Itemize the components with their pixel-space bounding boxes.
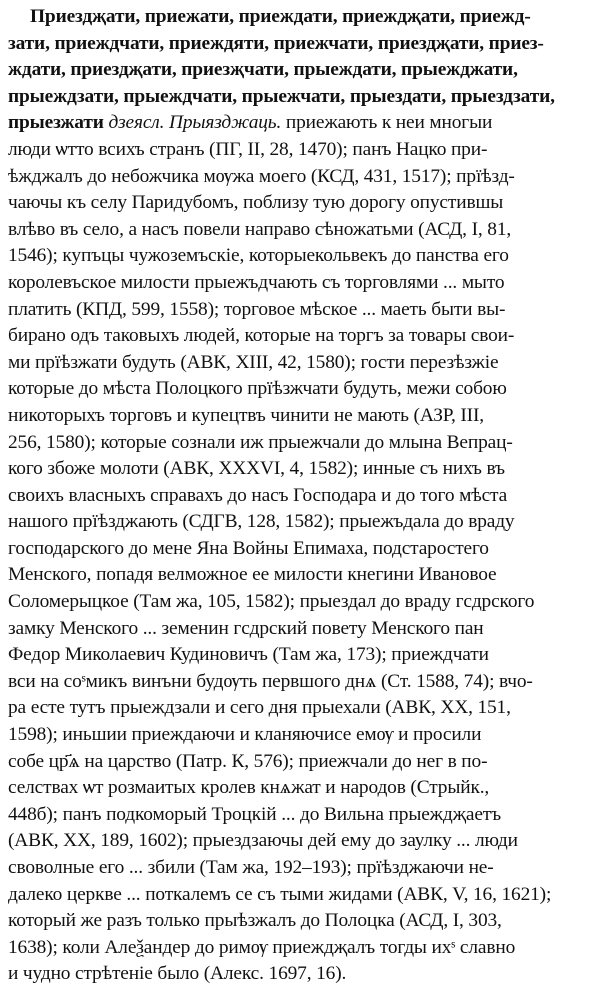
first-citation-start: приежають к неи многыи (285, 112, 493, 134)
body-line: люди ѡтто всихъ странъ (ПГ, II, 28, 1470); панъ Нацко при- (8, 138, 488, 160)
headword-line-2: зати, приеждчати, приеждяти, приежчати, приездҗати, приез- (8, 32, 544, 54)
body-line: 448б); панъ подкоморый Троцкій ... до Вильна прыеждҗаетъ (8, 803, 501, 825)
body-line: собе цр҃ѧ на царство (Патр. К, 576); приежчали до нег в по- (8, 750, 488, 772)
body-line: вси на соˢмикъ винъни будѹть первшого днѧ (Ст. 1588, 74); вчо- (8, 670, 533, 692)
body-line: 1638); коли Алеѯандер до римѹ приеждҗалъ тогды ихˢ славно (8, 936, 516, 958)
headword-line-3: ждати, приездҗати, приезҗчати, прыеждати, прыежджати, (8, 59, 518, 81)
dictionary-page (8, 4, 590, 985)
body-line: влѣво въ село, а насъ повели направо сѣножатьми (АСД, I, 81, (8, 218, 512, 240)
part-of-speech: дзеясл. (108, 112, 165, 134)
body-line: Федор Миколаевич Кудиновичъ (Там жа, 173); приеждчати (8, 644, 489, 666)
headword-line-1: Приездҗати, приежати, приеждати, приеждҗати, приежд- (30, 6, 531, 27)
body-line: селствах ѡт розмаитых кролев кнѧжат и народов (Стрыйк., (8, 777, 490, 799)
body-line: 256, 1580); которые сознали иж прыежчали до млына Вепрац- (8, 431, 513, 453)
body-line: 1598); иньшии приеждаючи и кланяючисе емѹ и просили (8, 724, 482, 746)
body-line: нашого прїѣзджають (СДГВ, 128, 1582); прыежъдала до враду (8, 511, 515, 533)
body-line: Менского, попадя велможное ее милости кнегини Ивановое (8, 564, 497, 586)
body-line: ми прїѣзжати будуть (АВК, XIII, 42, 1580); гости перезѣзжіе (8, 351, 499, 373)
body-line: кого збоже молоти (АВК, XXXVI, 4, 1582); инные съ нихъ въ (8, 458, 505, 480)
body-line: никоторыхъ торговъ и купецтвъ чинити не мають (АЗР, III, (8, 404, 484, 426)
body-line: Соломерыцкое (Там жа, 105, 1582); прыездал до враду гсдрского (8, 591, 535, 613)
body-line: который же разъ только прыѣзжалъ до Полоцка (АСД, I, 303, (8, 910, 502, 932)
body-line: ѣжджалъ до небожчика мѹжа моего (КСД, 431, 1517); прїѣзд- (8, 165, 515, 187)
headword-line-5 (8, 110, 590, 137)
body-line: 1546); купъцы чужоземъскіе, которыекольвекъ до панства его (8, 245, 509, 267)
body-line: своихъ власныхъ справахъ до насъ Господара и до того мѣста (8, 484, 508, 506)
body-line: ра есте тутъ прыеждзали и сего дня прыехали (АВК, XX, 151, (8, 697, 511, 719)
body-line: и чудно стрѣтеніе было (Алекс. 1697, 16). (8, 963, 347, 985)
body-line: замку Менского ... земенин гсдрский повету Менского пан (8, 617, 484, 639)
headword-line-4: прыеждзати, прыеждчати, прыежчати, прыездати, прыездзати, (8, 85, 555, 107)
body-line: чаючы къ селу Паридубомъ, поблизу тую дорогу опустившы (8, 192, 504, 214)
belarusian-equivalent: Прыязджаць. (169, 112, 282, 134)
body-line: платить (КПД, 599, 1558); торговое мѣское ... маеть быти вы- (8, 298, 506, 320)
body-line: (АВК, XX, 189, 1602); прыездзаючы дей ему до заулку ... люди (8, 830, 518, 852)
body-line: бирано одъ таковыхъ людей, которые на торгъ за товары свои- (8, 325, 515, 347)
body-line: далеко церкве ... поткалемъ се съ тыми жидами (АВК, V, 16, 1621); (8, 883, 552, 905)
body-line: своволные его ... збили (Там жа, 192–193); прїѣзджаючи не- (8, 857, 494, 878)
body-line: королевъское милости прыежъдчають съ торговлями ... мыто (8, 271, 505, 293)
body-line: господарского до мене Яна Войны Епимаха, подстаростего (8, 537, 489, 559)
body-line: которые до мѣста Полоцкого прїѣзжчати будуть, межи собою (8, 378, 507, 400)
last-headword: прыезжати (8, 112, 104, 134)
